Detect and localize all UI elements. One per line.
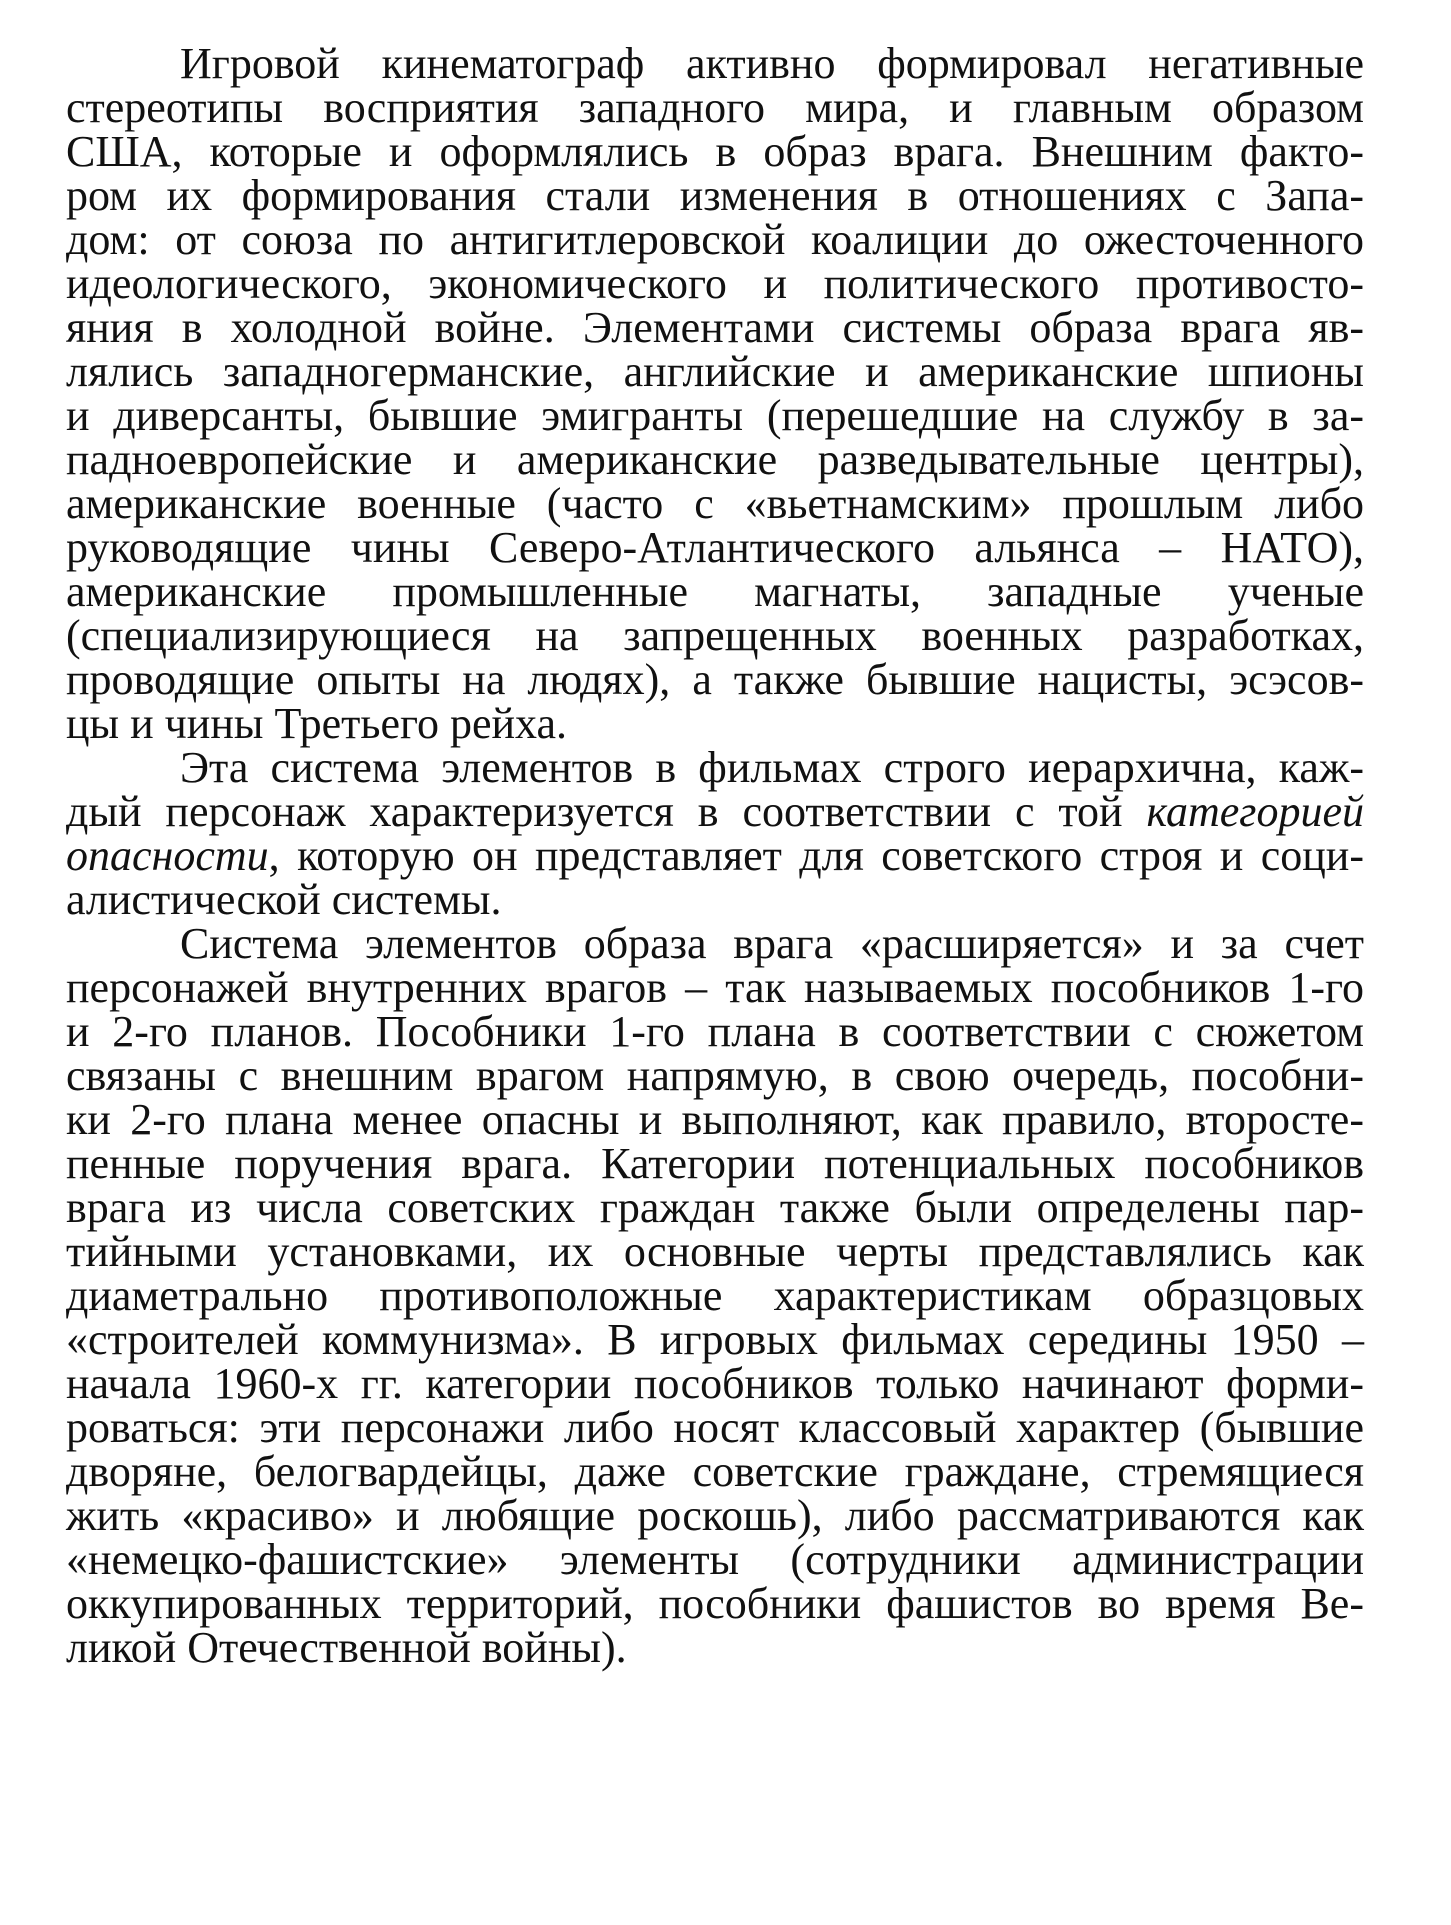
text-line: падноевропейские и американские разведывательные центры), <box>66 435 1364 484</box>
text-line: цы и чины Третьего рейха. <box>66 699 567 748</box>
text-segment: дый персонаж характеризуется в соответствии с той <box>66 787 1147 836</box>
paragraph-2 <box>66 743 1364 924</box>
text-line: американские промышленные магнаты, западные ученые <box>66 567 1364 616</box>
text-line: ликой Отечественной войны). <box>66 1623 627 1672</box>
text-line: яния в холодной войне. Элементами системы образа врага яв- <box>66 303 1364 352</box>
text-line: Система элементов образа врага «расширяется» и за счет <box>180 919 1364 968</box>
text-line: проводящие опыты на людях), а также бывшие нацисты, эсэсов- <box>66 655 1364 704</box>
text-line <box>66 831 1364 880</box>
text-line: связаны с внешним врагом напрямую, в свою очередь, пособни- <box>66 1051 1364 1100</box>
text-line: тийными установками, их основные черты представлялись как <box>66 1227 1364 1276</box>
text-line: врага из числа советских граждан также были определены пар- <box>66 1183 1364 1232</box>
emphasis-text: опасности <box>66 831 269 880</box>
text-line: пенные поручения врага. Категории потенциальных пособников <box>66 1139 1364 1188</box>
text-line: США, которые и оформлялись в образ врага. Внешним факто- <box>66 127 1364 176</box>
text-line: ки 2-го плана менее опасны и выполняют, как правило, второсте- <box>66 1095 1364 1144</box>
body-text <box>66 39 1364 1672</box>
text-line: дом: от союза по антигитлеровской коалиции до ожесточенного <box>66 215 1364 264</box>
text-line: дворяне, белогвардейцы, даже советские граждане, стремящиеся <box>66 1447 1364 1496</box>
text-line: американские военные (часто с «вьетнамским» прошлым либо <box>66 479 1364 528</box>
emphasis-text: категорией <box>1146 787 1364 836</box>
text-line: алистической системы. <box>66 875 502 924</box>
text-line: роваться: эти персонажи либо носят классовый характер (бывшие <box>66 1403 1364 1452</box>
text-line: персонажей внутренних врагов – так называемых пособников 1-го <box>66 963 1364 1012</box>
paragraph-3 <box>66 919 1364 1672</box>
text-line: Эта система элементов в фильмах строго иерархична, каж- <box>180 743 1364 792</box>
text-line: оккупированных территорий, пособники фашистов во время Ве- <box>66 1579 1364 1628</box>
text-line: «строителей коммунизма». В игровых фильмах середины 1950 – <box>66 1315 1364 1364</box>
text-line: лялись западногерманские, английские и американские шпионы <box>66 347 1364 396</box>
text-line: «немецко-фашистские» элементы (сотрудники администрации <box>66 1535 1364 1584</box>
text-line: диаметрально противоположные характеристикам образцовых <box>66 1271 1364 1320</box>
text-line: руководящие чины Северо-Атлантического альянса – НАТО), <box>66 523 1364 572</box>
text-line: начала 1960-х гг. категории пособников только начинают форми- <box>66 1359 1364 1408</box>
paragraph-1 <box>66 39 1364 748</box>
text-line: идеологического, экономического и политического противосто- <box>66 259 1364 308</box>
text-line: Игровой кинематограф активно формировал негативные <box>180 39 1364 88</box>
text-line: и диверсанты, бывшие эмигранты (перешедшие на службу в за- <box>66 391 1364 440</box>
text-line: ром их формирования стали изменения в отношениях с Запа- <box>66 171 1364 220</box>
text-segment: , которую он представляет для советского строя и соци- <box>268 831 1364 880</box>
text-line: жить «красиво» и любящие роскошь), либо рассматриваются как <box>66 1491 1364 1540</box>
text-line: (специализирующиеся на запрещенных военных разработках, <box>66 611 1364 660</box>
text-line: и 2-го планов. Пособники 1-го плана в соответствии с сюжетом <box>66 1007 1364 1056</box>
text-line <box>66 787 1364 836</box>
text-line: стереотипы восприятия западного мира, и главным образом <box>66 83 1364 132</box>
